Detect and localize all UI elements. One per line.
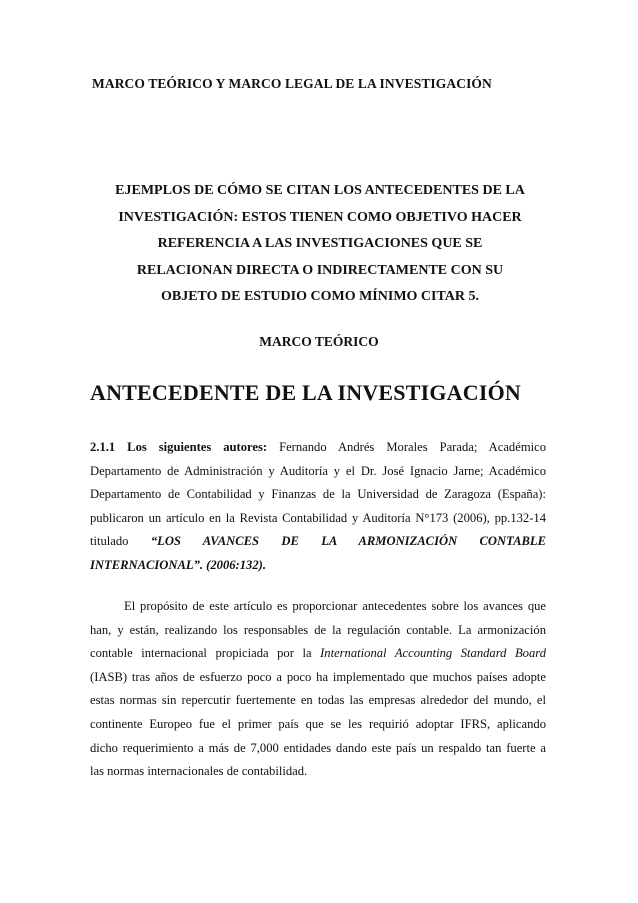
- examples-line: OBJETO DE ESTUDIO COMO MÍNIMO CITAR 5.: [160, 289, 479, 304]
- document-header-title: MARCO TEÓRICO Y MARCO LEGAL DE LA INVESTIGACIÓN: [92, 76, 492, 91]
- titled-label: titulado: [90, 534, 151, 549]
- paragraph-line: continente Europeo fue el primer país que se les requirió adoptar IFRS, aplicando: [90, 716, 546, 731]
- section-subtitle: MARCO TEÓRICO: [259, 334, 379, 349]
- article-title-continued: INTERNACIONAL”. (2006:132).: [90, 557, 266, 572]
- organization-name: International Accounting Standard Board: [320, 646, 546, 661]
- paragraph-line: dicho requerimiento a más de 7,000 entidades dando este país un respaldo tan fuerte a: [90, 740, 546, 755]
- paragraph-line: publicaron un artículo en la Revista Contabilidad y Auditoría N°173 (2006), pp.132-14: [90, 510, 546, 525]
- paragraph-line: [90, 642, 546, 666]
- examples-line: INVESTIGACIÓN: ESTOS TIENEN COMO OBJETIVO HACER: [118, 209, 522, 225]
- citation-authors-label: 2.1.1 Los siguientes autores:: [90, 440, 268, 454]
- article-title: “LOS AVANCES DE LA ARMONIZACIÓN CONTABLE: [150, 534, 546, 549]
- examples-line: EJEMPLOS DE CÓMO SE CITAN LOS ANTECEDENTES DE LA: [115, 183, 525, 198]
- paragraph-text: contable internacional propiciada por la: [90, 646, 321, 661]
- section-heading: ANTECEDENTE DE LA INVESTIGACIÓN: [90, 380, 522, 405]
- purpose-paragraph: [90, 595, 546, 784]
- paragraph-line: El propósito de este artículo es proporcionar antecedentes sobre los avances que: [124, 599, 546, 613]
- paragraph-line: estas normas sin repercutir fuertemente en todas las empresas alrededor del mundo, el: [90, 693, 546, 708]
- paragraph-line: han, y están, realizando los responsables de la regulación contable. La armonización: [90, 622, 546, 637]
- paragraph-line: las normas internacionales de contabilidad.: [90, 764, 308, 779]
- paragraph-line: [90, 436, 546, 460]
- antecedent-paragraph: [90, 436, 546, 578]
- paragraph-line: Departamento de Contabilidad y Finanzas de la Universidad de Zaragoza (España):: [90, 487, 546, 502]
- paragraph-line: Departamento de Administración y Auditoría y el Dr. José Ignacio Jarne; Académico: [90, 463, 546, 478]
- citation-authors: Fernando Andrés Morales Parada; Académico: [267, 440, 546, 454]
- paragraph-line: (IASB) tras años de esfuerzo poco a poco ha implementado que muchos países adopte: [90, 669, 546, 684]
- paragraph-line: [90, 530, 546, 554]
- examples-line: RELACIONAN DIRECTA O INDIRECTAMENTE CON SU: [136, 262, 504, 278]
- examples-line: REFERENCIA A LAS INVESTIGACIONES QUE SE: [157, 236, 483, 251]
- examples-instructions: [86, 178, 554, 311]
